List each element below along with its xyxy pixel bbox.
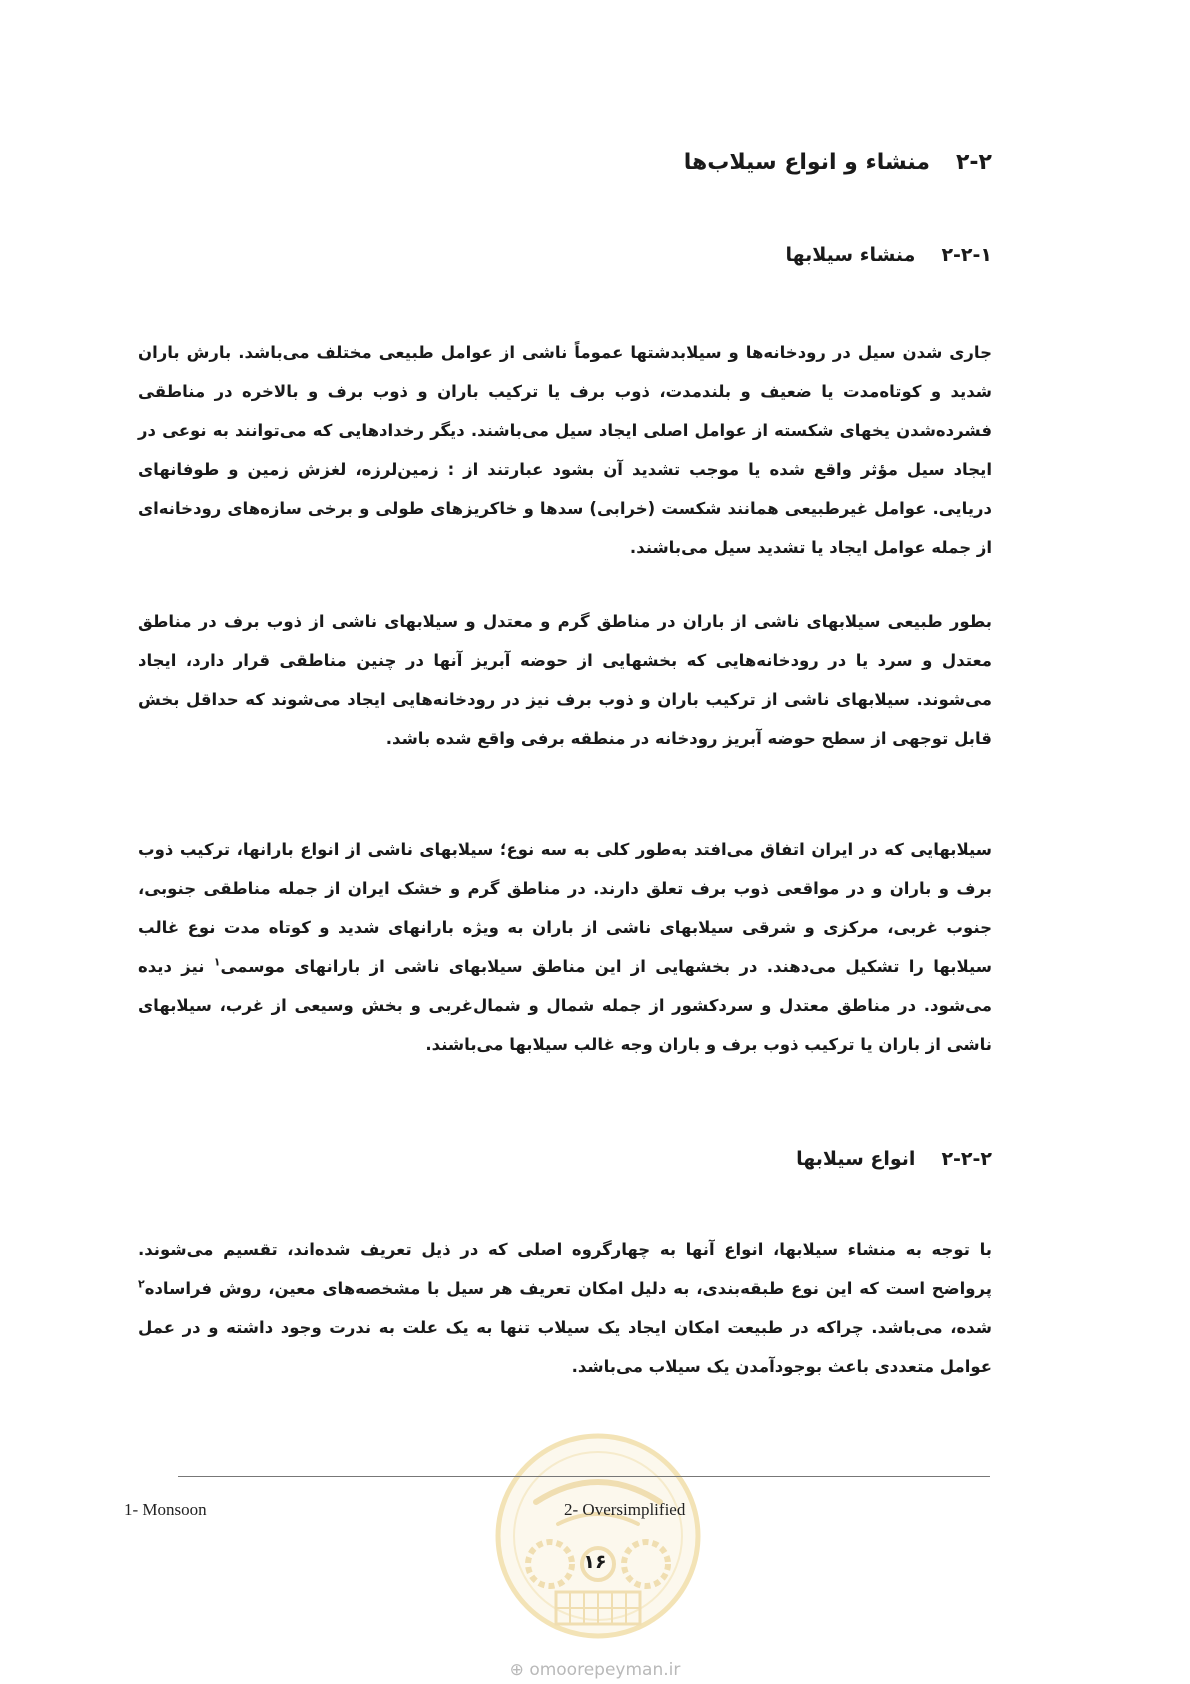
footnote-2: 2- Oversimplified bbox=[564, 1500, 686, 1519]
paragraph-text: نیز دیده می‌شود. در مناطق معتدل و سردکشور از جمله شمال و شمال‌غربی و بخش وسیعی از غرب، سیلابهای ناشی از باران یا ترکیب ذوب برف و باران وجه غالب سیلابها می‌باشند. bbox=[138, 957, 992, 1054]
watermark-site bbox=[0, 1660, 1190, 1680]
subsection-number: ۲-۲-۱ bbox=[941, 244, 992, 266]
footnote-1: 1- Monsoon bbox=[124, 1500, 207, 1519]
section-number: ۲-۲ bbox=[956, 150, 992, 175]
watermark-logo bbox=[488, 1432, 708, 1640]
section-title: منشاء و انواع سیلاب‌ها bbox=[683, 150, 930, 175]
paragraph-text: شده، می‌باشد. چراکه در طبیعت امکان ایجاد یک سیلاب تنها به یک علت به ندرت وجود داشته و در عمل عوامل متعددی باعث بوجودآمدن یک سیلاب می‌باشد. bbox=[138, 1318, 992, 1376]
paragraph-text: با توجه به منشاء سیلابها، انواع آنها به چهارگروه اصلی که در ذیل تعریف شده‌اند، تقسیم می‌شوند. پرواضح است که این نوع طبقه‌بندی، به دلیل امکان تعریف هر سیل با مشخصه‌های معین، روش فراساده bbox=[138, 1240, 992, 1298]
footnote-ref-1[interactable]: ۱ bbox=[213, 955, 221, 969]
paragraph-origin-causes: جاری شدن سیل در رودخانه‌ها و سیلابدشتها عموماً ناشی از عوامل طبیعی مختلف می‌باشد. بارش باران شدید و کوتاه‌مدت یا ضعیف و بلندمدت، ذوب برف یا ترکیب باران و ذوب برف و بالاخره در مناطقی فشرده‌شدن یخهای شکسته از عوامل اصلی ایجاد سیل می‌باشند. دیگر رخدادهایی که می‌توانند به نوعی در ایجاد سیل مؤثر واقع شده یا موجب تشدید آن بشود عبارتند از : زمین‌لرزه، لغزش زمین و طوفانهای دریایی. عوامل غیرطبیعی همانند شکست (خرابی) سدها و خاکریزهای طولی و برخی سازه‌های رودخانه‌ای از جمله عوامل ایجاد یا تشدید سیل می‌باشند. bbox=[138, 343, 992, 557]
watermark-site-text: omoorepeyman.ir bbox=[529, 1660, 681, 1680]
globe-icon: ⊕ bbox=[509, 1660, 524, 1680]
footnote-ref-2[interactable]: ۲ bbox=[138, 1277, 145, 1291]
subsection-title: انواع سیلابها bbox=[796, 1148, 916, 1170]
subsection-number: ۲-۲-۲ bbox=[941, 1148, 992, 1170]
subsection-heading-types bbox=[796, 1148, 992, 1170]
section-heading bbox=[684, 150, 992, 175]
paragraph-flood-types bbox=[138, 1230, 992, 1386]
subsection-heading-origin bbox=[785, 244, 992, 266]
subsection-title: منشاء سیلابها bbox=[785, 244, 916, 266]
paragraph-natural-floods: بطور طبیعی سیلابهای ناشی از باران در مناطق گرم و معتدل و سیلابهای ناشی از ذوب برف در مناطق معتدل و سرد یا در رودخانه‌هایی که بخشهایی از حوضه آبریز آنها در چنین مناطقی قرار دارد، ایجاد می‌شوند. سیلابهای ناشی از ترکیب باران و ذوب برف نیز در رودخانه‌هایی ایجاد می‌شوند که حداقل بخش قابل توجهی از سطح حوضه آبریز رودخانه در منطقه برفی واقع شده باشد. bbox=[138, 612, 992, 748]
footnote-divider bbox=[178, 1476, 990, 1477]
paragraph-iran-floods bbox=[138, 830, 992, 1064]
page-number: ۱۶ bbox=[583, 1551, 607, 1573]
paragraph-text: سیلابهایی که در ایران اتفاق می‌افتد به‌طور کلی به سه نوع؛ سیلابهای ناشی از انواع بارانها، ترکیب ذوب برف و باران و در مواقعی ذوب برف تعلق دارند. در مناطق گرم و خشک ایران از جمله مناطقی جنوبی، جنوب غربی، مرکزی و شرقی سیلابهای ناشی از باران به ویژه بارانهای شدید و کوتاه مدت نوع غالب سیلابها را تشکیل می‌دهند. در بخشهایی از این مناطق سیلابهای ناشی از بارانهای موسمی bbox=[138, 840, 992, 976]
